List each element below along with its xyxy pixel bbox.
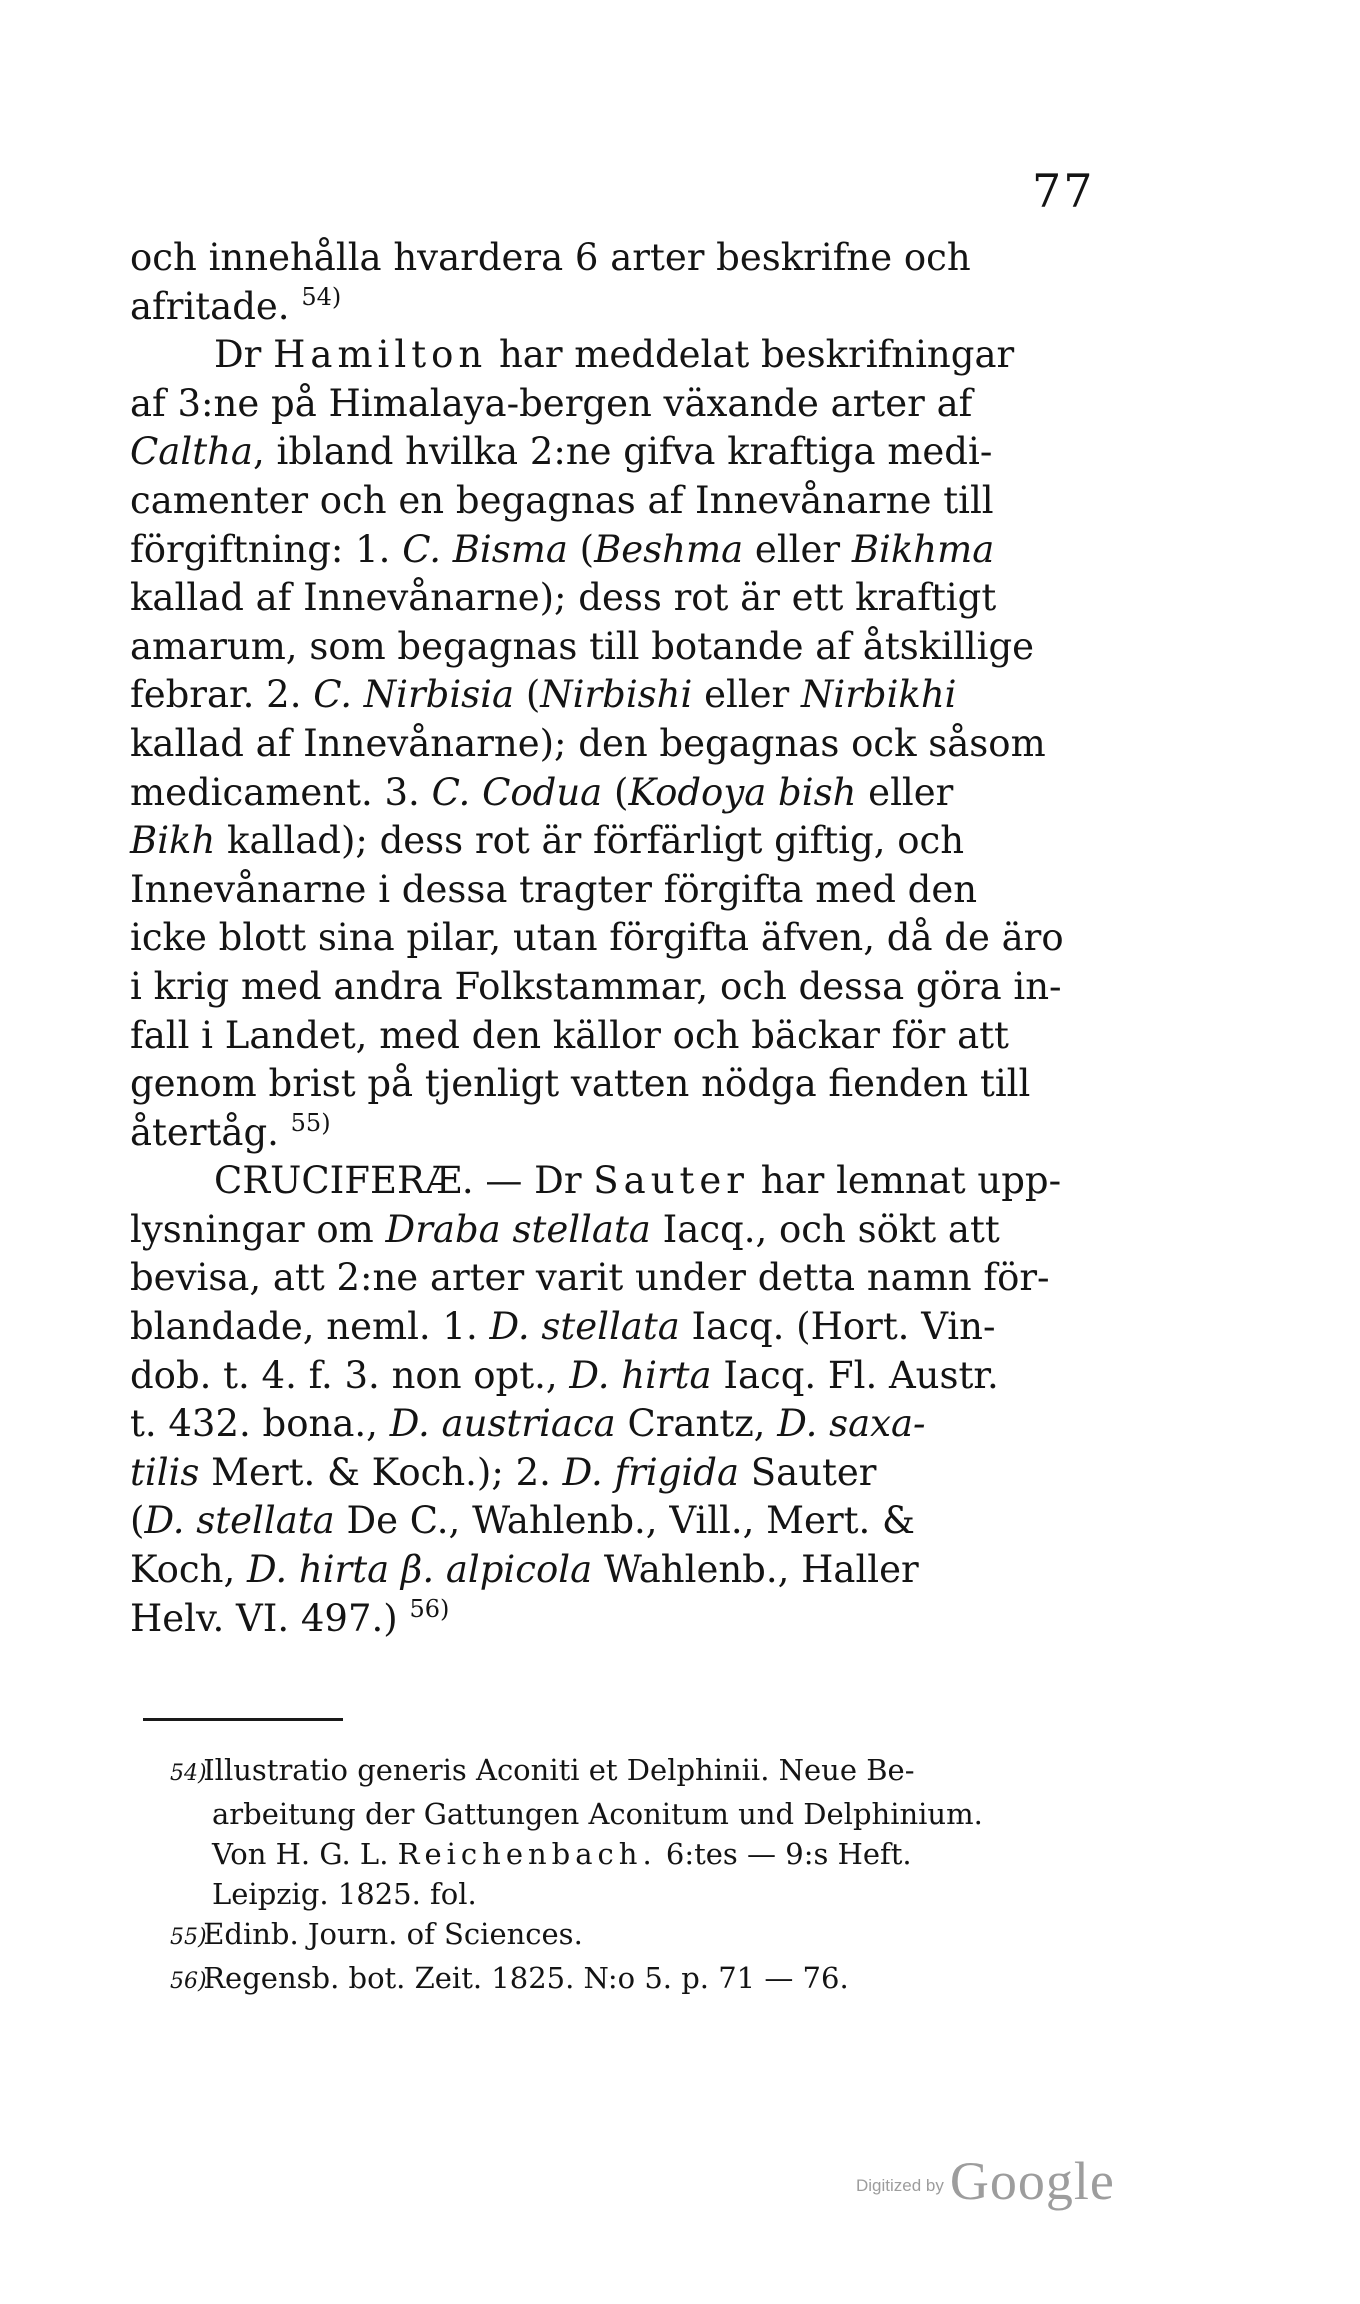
species-name: D. hirta β. alpicola [247,1548,593,1592]
text-line-18: genom brist på tjenligt vatten nödga fienden till [130,1062,1031,1106]
species-name: D. austriaca [389,1402,616,1446]
footnote-54-line-2: arbeitung der Gattungen Aconitum und Delphinium. [212,1797,983,1831]
text-line-24: dob. t. 4. f. 3. non opt., D. hirta Iacq. Fl. Austr. [130,1353,999,1397]
footnote-54-line-3: Von H. G. L. Reichenbach. 6:tes — 9:s Heft. [212,1837,912,1871]
text-line-1: och innehålla hvardera 6 arter beskrifne och [130,236,971,279]
text-line-10: febrar. 2. C. Nirbisia (Nirbishi eller Nirbikhi [130,673,957,717]
text-line-2: afritade. $^{54)}$ [130,282,342,328]
footnote-54-line-4: Leipzig. 1825. fol. [212,1877,477,1911]
footnote-divider [143,1718,343,1721]
text-line-14: Innevånarne i dessa tragter förgifta med den [130,867,978,911]
footnotes [170,1750,1130,2002]
text-line-15: icke blott sina pilar, utan förgifta äfven, då de äro [130,916,1064,960]
text-line-8: kallad af Innevånarne); dess rot är ett kraftigt [130,576,997,620]
vernacular-name: Nirbishi [540,673,693,717]
text-line-20: CRUCIFERÆ. — Dr Sauter har lemnat upp- [214,1159,1062,1203]
text-line-23: blandade, neml. 1. D. stellata Iacq. (Hort. Vin- [130,1305,996,1349]
species-name: D. frigida [562,1450,740,1494]
text-line-6: camenter och en begagnas af Innevånarne till [130,478,994,522]
text-line-11: kallad af Innevånarne); den begagnas ock såsom [130,721,1046,765]
text-line-27: (D. stellata De C., Wahlenb., Vill., Mert. & [130,1499,915,1543]
text-line-28: Koch, D. hirta β. alpicola Wahlenb., Haller [130,1548,919,1592]
text-line-4: af 3:ne på Himalaya-bergen växande arter af [130,381,973,425]
text-line-17: fall i Landet, med den källor och bäckar för att [130,1013,1009,1057]
species-name: C. Bisma [402,527,568,571]
digitized-watermark [856,2150,1115,2212]
footnote-ref-56: 56) [409,1594,450,1623]
genus-name: Caltha [130,430,253,474]
vernacular-name: Beshma [594,527,744,571]
text-line-26: tilis Mert. & Koch.); 2. D. frigida Sauter [130,1450,877,1494]
text-line-7: förgiftning: 1. C. Bisma (Beshma eller Bikhma [130,527,995,571]
footnote-ref-55: 55) [290,1108,331,1137]
footnote-56: 56) Regensb. bot. Zeit. 1825. N:o 5. p. 71 — 76. [170,1958,1130,2002]
text-line-21: lysningar om Draba stellata Iacq., och sökt att [130,1207,1000,1251]
family-name: CRUCIFERÆ. [214,1159,474,1203]
text-line-22: bevisa, att 2:ne arter varit under detta namn för- [130,1256,1050,1300]
footnote-marker: 56) [170,1969,207,1994]
footnote-54: 54) Illustratio generis Aconiti et Delphinii. Neue Be- [170,1750,1130,1794]
species-name: D. stellata [144,1499,335,1543]
text-line-29: Helv. VI. 497.) $^{56)}$ [130,1594,450,1640]
page-number: 77 [1032,164,1095,218]
species-name: C. Codua [431,770,603,814]
google-logo: Google [949,2151,1115,2211]
text-line-16: i krig med andra Folkstammar, och dessa göra in- [130,964,1062,1008]
vernacular-name: Bikh [130,819,216,863]
species-name: D. stellata [489,1305,680,1349]
author-name-hamilton: Hamilton [273,333,488,377]
footnote-55: 55) Edinb. Journ. of Sciences. [170,1914,1130,1958]
species-name: D. hirta [569,1353,712,1397]
vernacular-name: Bikhma [851,527,995,571]
text-line-13: Bikh kallad); dess rot är förfärligt giftig, och [130,819,965,863]
watermark-prefix: Digitized by [856,2176,944,2195]
text-line-5: Caltha, ibland hvilka 2:ne gifva kraftiga medi- [130,430,993,474]
species-name: Draba stellata [385,1207,651,1251]
text-line-12: medicament. 3. C. Codua (Kodoya bish eller [130,770,954,814]
text-line-19: återtåg. $^{55)}$ [130,1108,331,1154]
text-line-9: amarum, som begagnas till botande af åtskillige [130,624,1035,668]
text-line-3: Dr Hamilton har meddelat beskrifningar [214,333,1015,377]
vernacular-name: Kodoya bish [628,770,857,814]
species-name: D. saxa- [777,1402,926,1446]
author-name-reichenbach: Reichenbach. [397,1837,657,1871]
text-line-25: t. 432. bona., D. austriaca Crantz, D. saxa- [130,1402,926,1446]
species-name: C. Nirbisia [313,673,515,717]
species-name: tilis [130,1450,200,1494]
footnote-ref-54: 54) [301,282,342,311]
footnote-marker: 55) [170,1925,207,1950]
author-name-sauter: Sauter [593,1159,749,1203]
vernacular-name: Nirbikhi [801,673,957,717]
footnote-marker: 54) [170,1761,207,1786]
body-text [130,234,1160,1643]
